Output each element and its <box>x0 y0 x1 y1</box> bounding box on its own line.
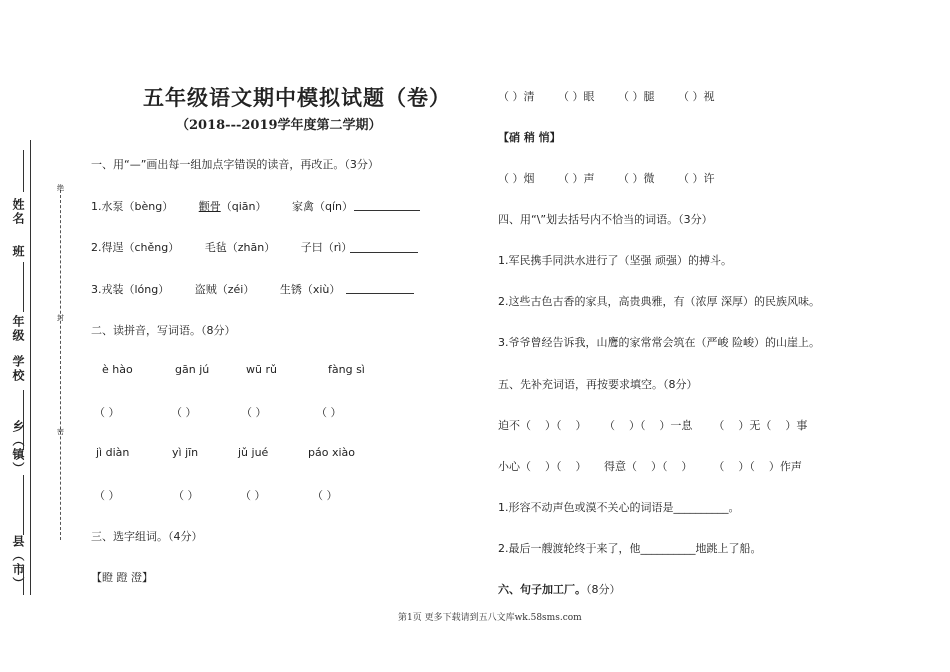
binding-class-label: 班 <box>11 245 25 259</box>
q1-row-1: 1.水泵（bèng） 颧骨（qiān） 家禽（qín） <box>91 200 353 213</box>
answer-paren-3[interactable]: （ ） <box>241 406 267 419</box>
answer-paren-2[interactable]: （ ） <box>171 406 197 419</box>
name-blank[interactable] <box>23 150 24 192</box>
q4-item-2: 2.这些古色古香的家具，高贵典雅，有（浓厚 深厚）的民族风味。 <box>498 295 820 308</box>
q3-char-group-1: 【瞪 蹬 澄】 <box>91 571 153 584</box>
q4-heading: 四、用“\”划去括号内不恰当的词语。（3分） <box>498 213 713 226</box>
q5-fill-2[interactable]: 2.最后一艘渡轮终于来了，他__________地跳上了船。 <box>498 542 762 555</box>
answer-paren-1[interactable]: （ ） <box>94 406 120 419</box>
binding-grade-label: 年级 <box>11 315 25 343</box>
q3-char-group-2: 【硝 稍 悄】 <box>498 131 561 144</box>
pinyin-4: fàng sì <box>328 363 365 376</box>
q4-item-3: 3.爷爷曾经告诉我，山鹰的家常常会筑在（严峻 险峻）的山崖上。 <box>498 336 820 349</box>
answer-paren-6[interactable]: （ ） <box>173 489 199 502</box>
answer-paren-8[interactable]: （ ） <box>312 489 338 502</box>
binding-school-label: 学校 <box>11 355 25 383</box>
q2-heading: 二、读拼音，写词语。（8分） <box>91 324 236 337</box>
seal-mark-3: 密 <box>57 428 64 436</box>
q5-fill-1[interactable]: 1.形容不动声色或漠不关心的词语是__________。 <box>498 501 740 514</box>
page-footer: 第1页 更多下载请到五八文库wk.58sms.com <box>398 613 582 623</box>
binding-township-label: 乡（镇） <box>11 420 25 476</box>
binding-margin-line <box>30 140 31 595</box>
q1-answer-blank-1[interactable] <box>354 209 420 211</box>
q1-row-2: 2.得逞（chěng） 毛毡（zhān） 子曰（rì） <box>91 241 353 254</box>
page-title: 五年级语文期中模拟试题（卷） <box>143 85 451 110</box>
q3-heading: 三、选字组词。（4分） <box>91 530 203 543</box>
q5-idiom-line-1[interactable]: 迫不（ ）（ ） （ ）（ ）一息 （ ）无（ ）事 <box>498 419 808 432</box>
q5-idiom-line-2[interactable]: 小心（ ）（ ） 得意（ ）（ ） （ ）（ ）作声 <box>498 460 802 473</box>
q4-item-1: 1.军民携手同洪水进行了（坚强 顽强）的搏斗。 <box>498 254 732 267</box>
q5-heading: 五、先补充词语，再按要求填空。（8分） <box>498 378 698 391</box>
answer-paren-7[interactable]: （ ） <box>240 489 266 502</box>
pinyin-3: wū rǔ <box>246 363 277 376</box>
grade-blank[interactable] <box>23 300 24 312</box>
pinyin-6: yì jīn <box>172 446 199 459</box>
pinyin-7: jǔ jué <box>238 446 269 459</box>
answer-paren-4[interactable]: （ ） <box>316 406 342 419</box>
q1-heading: 一、用“—”画出每一组加点字错误的读音，再改正。（3分） <box>91 158 379 171</box>
county-blank[interactable] <box>23 565 24 595</box>
seal-mark-1: 绝 <box>57 184 64 192</box>
pinyin-1: è hào <box>102 363 133 376</box>
q1-row-3: 3.戎装（lóng） 盗贼（zéi） 生锈（xiù） <box>91 283 341 296</box>
q1-answer-blank-2[interactable] <box>350 251 418 253</box>
pinyin-8: páo xiào <box>308 446 355 459</box>
binding-county-label: 县（市） <box>11 535 25 591</box>
township-blank[interactable] <box>23 475 24 535</box>
binding-name-label: 姓名 <box>11 198 25 226</box>
answer-paren-5[interactable]: （ ） <box>94 489 120 502</box>
page-subtitle: （2018---2019学年度第二学期） <box>176 118 382 133</box>
seal-mark-2: 封 <box>57 314 64 322</box>
q3-row-b: （ ）烟 （ ）声 （ ）微 （ ）许 <box>498 172 715 185</box>
pinyin-5: jì diàn <box>96 446 130 459</box>
pinyin-2: gān jú <box>175 363 210 376</box>
q3-row-a: （ ）清 （ ）眼 （ ）腿 （ ）视 <box>498 90 715 103</box>
q1-answer-blank-3[interactable] <box>346 292 414 294</box>
seal-dotted-line <box>60 190 61 540</box>
q6-heading: 六、句子加工厂。（8分） <box>498 583 621 596</box>
